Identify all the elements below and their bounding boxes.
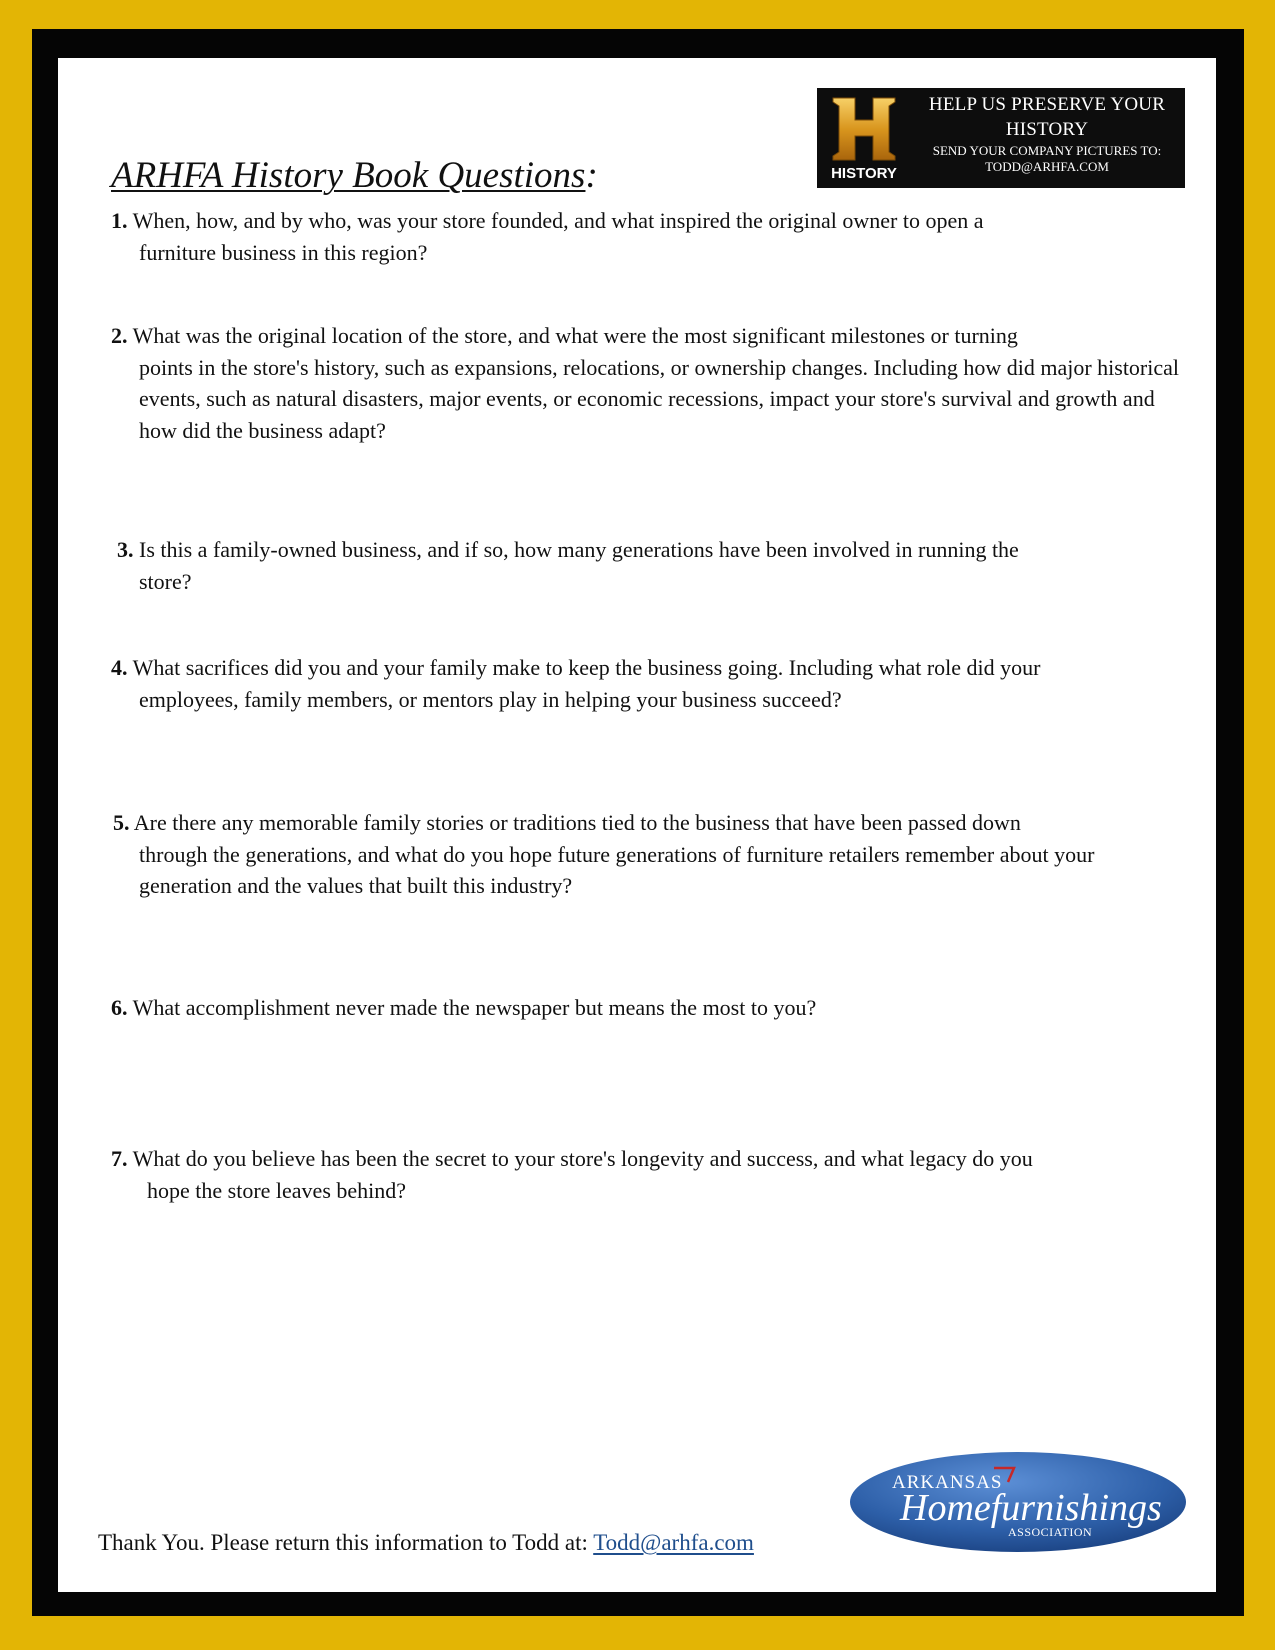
question-text-continued: hope the store leaves behind? [147,1177,407,1203]
document-page [58,58,1216,1592]
question-text-continued: furniture business in this region? [139,239,428,265]
question-number: 4. [111,655,128,680]
question-1 [111,205,1181,268]
question-number: 1. [111,208,128,233]
question-text: What sacrifices did you and your family make to keep the business going. Including what role did your [132,655,1041,680]
question-number: 7. [111,1146,128,1171]
question-6 [111,992,1181,1024]
page-title [111,154,598,197]
banner-subline: SEND YOUR COMPANY PICTURES TO: TODD@ARHFA.COM [932,143,1162,174]
history-logo-text: HISTORY [831,165,897,182]
arhfa-logo-association: ASSOCIATION [1008,1525,1093,1539]
question-text: What accomplishment never made the newspaper but means the most to you? [132,995,817,1020]
question-text: What do you believe has been the secret to your store's longevity and success, and what legacy do you [132,1146,1033,1171]
question-text: Are there any memorable family stories or traditions tied to the business that have been passed down [133,810,1021,835]
arhfa-logo-icon [848,1450,1188,1554]
question-number: 6. [111,995,128,1020]
question-text-continued: employees, family members, or mentors play in helping your business succeed? [139,686,842,712]
question-text-continued: store? [139,568,192,594]
question-number: 2. [111,323,128,348]
banner-headline: HELP US PRESERVE YOUR HISTORY [928,94,1166,140]
question-7 [111,1143,1181,1206]
footer-text: Thank You. Please return this information to Todd at: [98,1530,594,1555]
question-4 [111,652,1181,715]
footer-note [98,1530,754,1556]
question-text: Is this a family-owned business, and if so, how many generations have been involved in running the [139,537,1019,562]
page-title-text: ARHFA History Book Questions [111,155,586,196]
question-text-continued: points in the store's history, such as expansions, relocations, or ownership changes. Including how did major historical events, such as natural disasters, major events, or economic recessions, impact your store's survival and growth and how did the business adapt? [139,354,1180,443]
history-h-logo-icon [825,94,903,184]
question-text: When, how, and by who, was your store founded, and what inspired the original owner to open a [132,208,984,233]
arhfa-logo-homefurnishings: Homefurnishings [900,1487,1162,1529]
question-2 [111,320,1181,446]
page-title-colon: : [585,155,598,196]
arhfa-logo-arkansas: ARKANSAS [892,1472,1003,1493]
question-number: 3. [117,537,134,562]
question-text: What was the original location of the store, and what were the most significant milestones or turning [132,323,1018,348]
history-banner [817,88,1185,188]
email-link[interactable]: Todd@arhfa.com [593,1530,754,1555]
question-3 [117,534,1187,597]
question-5 [113,807,1183,902]
question-text-continued: through the generations, and what do you hope future generations of furniture retailers remember about your generation and the values that built this industry? [139,841,1095,898]
question-number: 5. [113,810,130,835]
